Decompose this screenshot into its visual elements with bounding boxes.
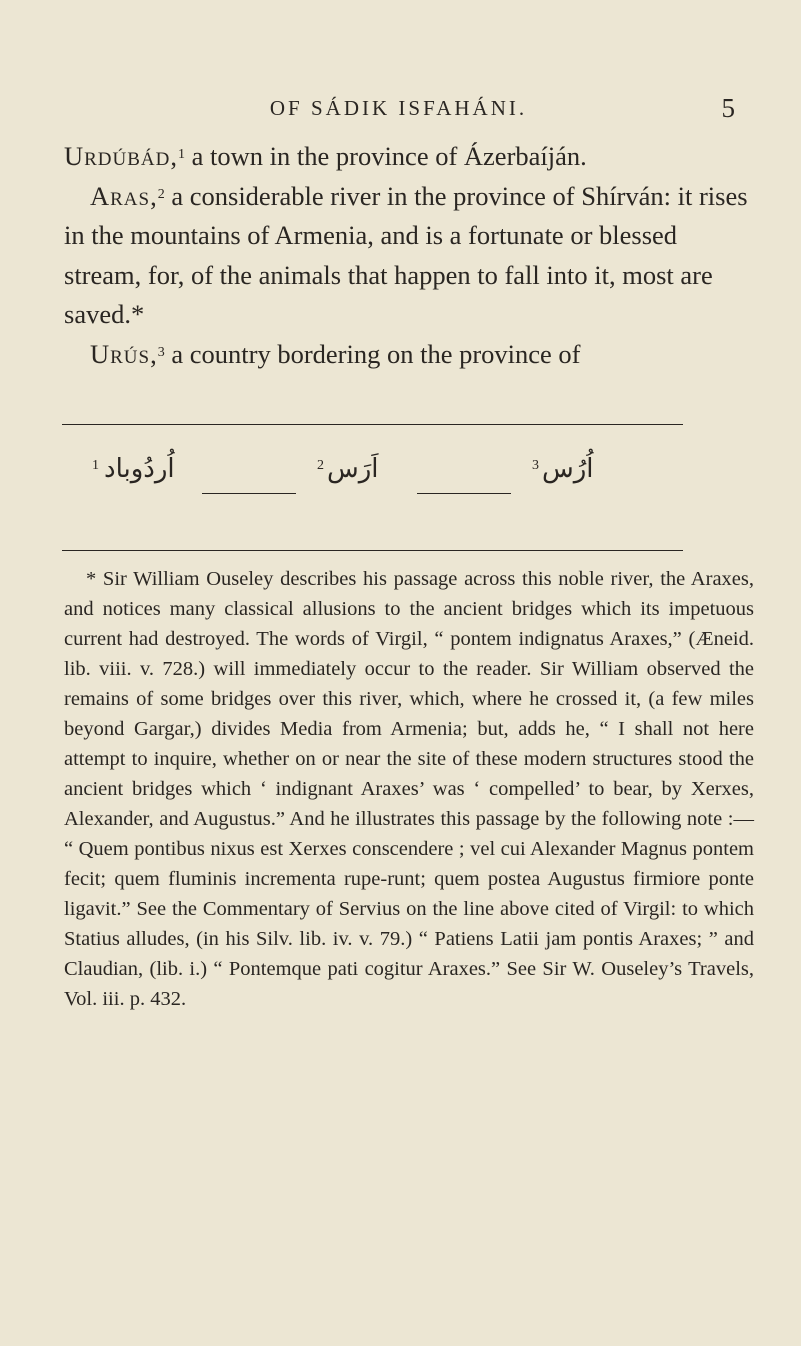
footnote-ref: 3 [157, 344, 165, 360]
rule-top [62, 424, 683, 425]
footnote-ref: 2 [157, 186, 165, 202]
footnote-text: * Sir William Ouseley describes his passage across this noble river, the Araxes, and notices many classical allusions to the ancient bridges which its impetuous current had destroyed. The words of Virgil, “ pontem indignatus Araxes,” (Æneid. lib. viii. v. 728.) will immediately occur to the reader. Sir William observed the remains of some bridges over this river, which, where he crossed it, (a few miles beyond Gargar,) divides Media from Armenia; but, adds he, “ I shall not here attempt to inquire, whether on or near the site of these modern structures stood the ancient bridges which ‘ indignant Araxes’ was ‘ compelled’ to bear, by Xerxes, Alexander, and Augustus.” And he illustrates this passage by the following note :— “ Quem pontibus nixus est Xerxes conscendere ; vel cui Alexander Magnus pontem fecit; quem fluminis incrementa rupe-runt; quem postea Augustus firmiore ponte ligavit.” See the Commentary of Servius on the line above cited of Virgil: to which Statius alludes, (in his Silv. lib. iv. v. 79.) “ Patiens Latii jam pontis Araxes; ” and Claudian, (lib. i.) “ Pontemque pati cogitur Araxes.” See Sir W. Ouseley’s Travels, Vol. iii. p. 432. [64, 568, 754, 1010]
entry-headword: Urdúbád, [64, 141, 178, 171]
separator-dash [417, 493, 511, 494]
oriental-notes [62, 440, 683, 540]
entry-urus [64, 335, 754, 375]
main-text [64, 137, 754, 374]
entry-urdubad [64, 137, 754, 177]
note-number: 3 [532, 458, 539, 473]
running-head [62, 92, 735, 124]
entry-text: a considerable river in the province of Shírván: it rises in the mountains of Armenia, and is a fortunate or blessed stream, for, of the animals that happen to fall into it, most are saved.* [64, 180, 748, 329]
entry-text: a town in the province of Ázerbaíján. [185, 141, 587, 171]
persian-word: اُردُوباد [104, 454, 175, 484]
entry-headword: Aras, [90, 180, 158, 211]
note-number: 1 [92, 458, 99, 473]
persian-word: اَرَس [327, 454, 379, 484]
separator-dash [202, 493, 296, 494]
entry-text: a country bordering on the province of [164, 338, 581, 369]
running-head-title: OF SÁDIK ISFAHÁNI. [269, 96, 528, 120]
page-number: 5 [721, 93, 735, 123]
entry-headword: Urús, [90, 338, 158, 369]
footnote-ref: 1 [178, 147, 185, 162]
entry-aras [64, 177, 754, 335]
rule-bottom [62, 550, 683, 551]
note-number: 2 [317, 458, 324, 473]
footnote [64, 564, 754, 1014]
persian-word: اُرُس [542, 454, 594, 484]
